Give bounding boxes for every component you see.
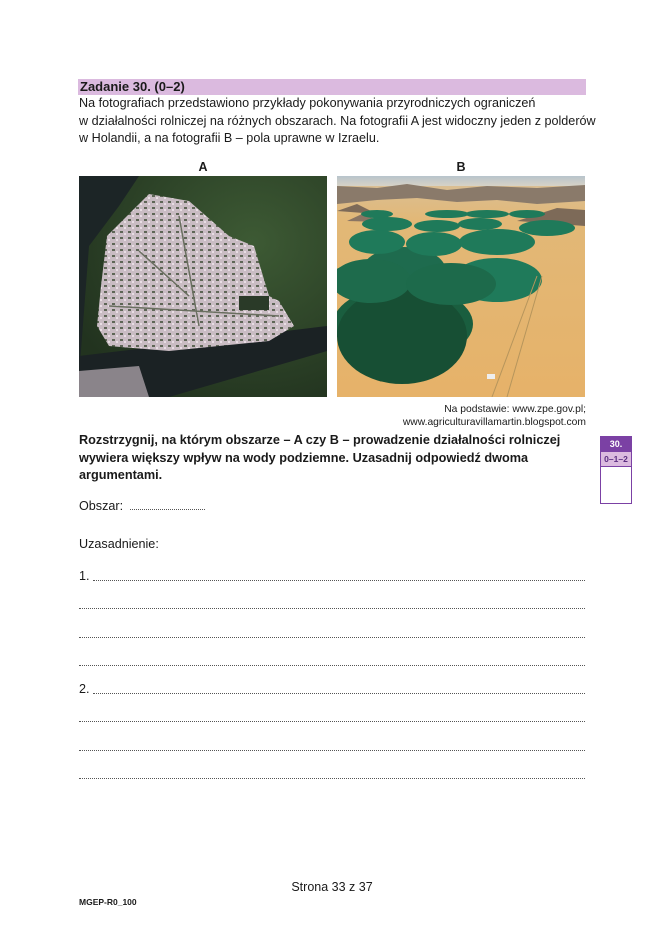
dotted-line — [79, 607, 585, 609]
answer-line[interactable] — [79, 766, 585, 782]
dotted-line — [79, 636, 585, 638]
answer-line[interactable] — [79, 653, 585, 669]
score-range: 0–1–2 — [601, 451, 631, 467]
photo-b-pivot-fields — [337, 176, 585, 397]
dotted-line — [93, 692, 585, 694]
answer-line[interactable] — [79, 709, 585, 725]
answer-line-1[interactable] — [79, 568, 585, 584]
item-number: 2. — [79, 682, 90, 696]
answer-line[interactable] — [79, 625, 585, 641]
photo-a-label: A — [198, 160, 208, 174]
dotted-line — [79, 749, 585, 751]
answer-line[interactable] — [79, 738, 585, 754]
dotted-line — [79, 664, 585, 666]
answer-line[interactable] — [79, 596, 585, 612]
question-line: wywiera większy wpływ na wody podziemne. Uzasadnij odpowiedź dwoma — [79, 450, 529, 465]
dotted-line — [79, 777, 585, 779]
dotted-line — [79, 720, 585, 722]
photo-a-polder — [79, 176, 327, 397]
area-answer-row — [79, 498, 205, 514]
photo-source-caption: Na podstawie: www.zpe.gov.pl; www.agriculturavillamartin.blogspot.com — [402, 404, 586, 428]
page-number: Strona 33 z 37 — [291, 880, 373, 894]
task-intro — [79, 95, 599, 148]
question-line: Rozstrzygnij, na którym obszarze – A czy B – prowadzenie działalności rolniczej — [79, 433, 561, 447]
intro-line: w działalności rolniczej na różnych obszarach. Na fotografii A jest widoczny jeden z polderów — [79, 113, 596, 128]
item-number: 1. — [79, 569, 90, 583]
exam-code: MGEP-R0_100 — [79, 897, 137, 907]
question-line: argumentami. — [79, 468, 163, 482]
score-box — [600, 436, 632, 504]
question-text — [79, 432, 579, 485]
area-label: Obszar: — [79, 499, 124, 513]
photo-b-label: B — [456, 160, 466, 174]
answer-line-2[interactable] — [79, 681, 585, 697]
dotted-line — [93, 579, 585, 581]
score-awarded-cell[interactable] — [601, 467, 631, 503]
intro-line: Na fotografiach przedstawiono przykłady pokonywania przyrodniczych ograniczeń — [79, 96, 536, 110]
score-task-number: 30. — [601, 437, 631, 451]
area-answer-field[interactable] — [130, 499, 205, 510]
justification-label: Uzasadnienie: — [79, 537, 159, 551]
task-header: Zadanie 30. (0–2) — [78, 79, 586, 95]
intro-line: w Holandii, a na fotografii B – pola uprawne w Izraelu. — [79, 131, 380, 145]
